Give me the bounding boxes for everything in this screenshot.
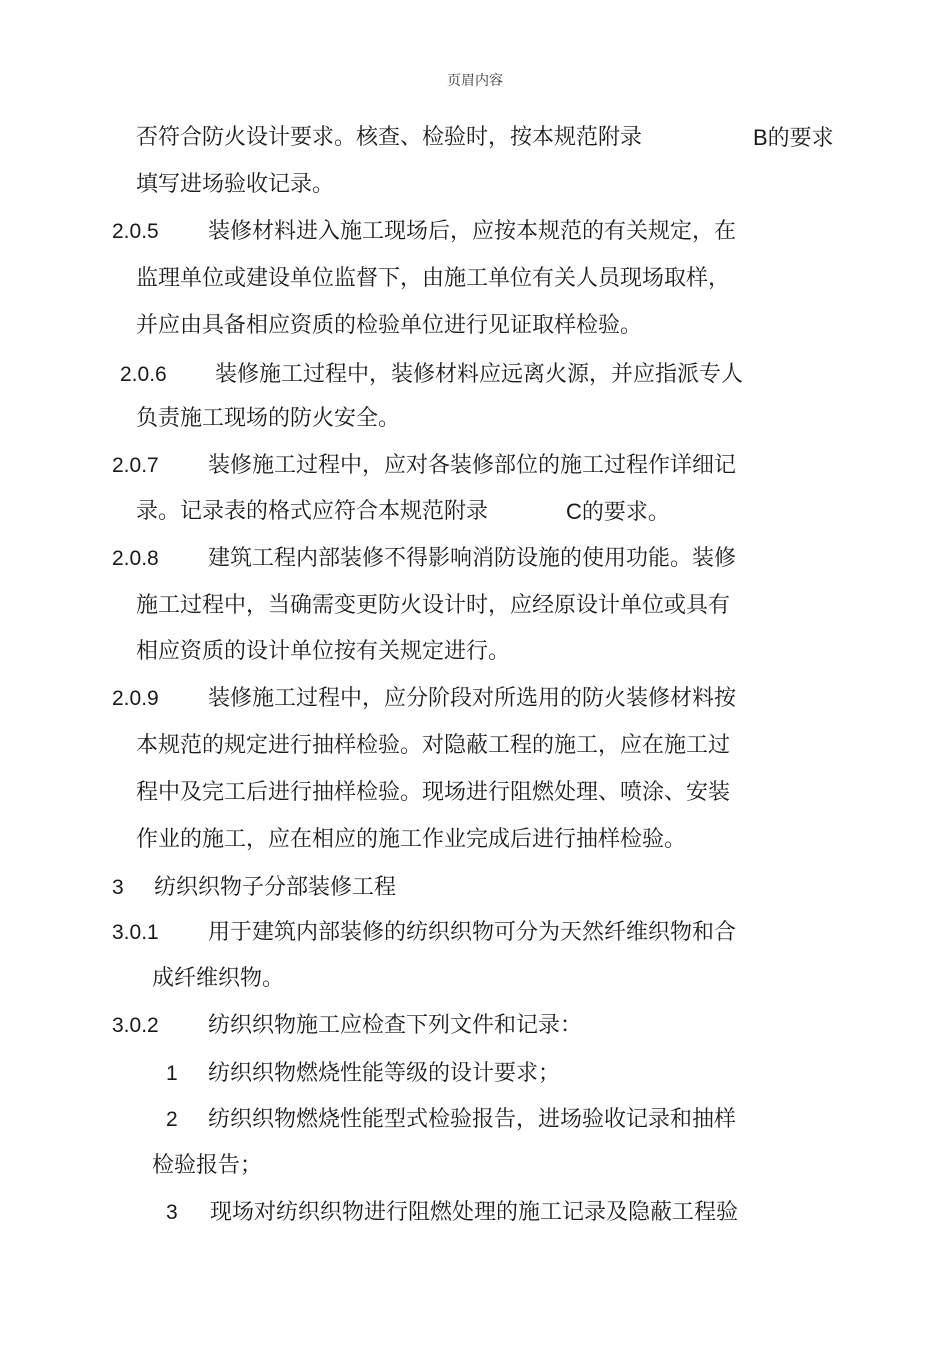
clause-number: 2.0.7 xyxy=(112,454,159,477)
page-header: 页眉内容 xyxy=(447,73,503,89)
item-number: 1 xyxy=(166,1062,178,1085)
item-number: 2 xyxy=(166,1108,178,1131)
text-line: 作业的施工，应在相应的施工作业完成后进行抽样检验。 xyxy=(136,827,687,852)
text-line: 监理单位或建设单位监督下，由施工单位有关人员现场取样， xyxy=(136,266,731,291)
text-line: 负责施工现场的防火安全。 xyxy=(136,406,401,431)
clause-number: 2.0.8 xyxy=(112,547,159,570)
text-line: 用于建筑内部装修的纺织织物可分为天然纤维织物和合 xyxy=(208,920,737,945)
list-item: 纺织织物燃烧性能等级的设计要求； xyxy=(208,1061,561,1086)
text-line: 装修施工过程中，装修材料应远离火源，并应指派专人 xyxy=(215,362,744,387)
text-line: 纺织织物施工应检查下列文件和记录： xyxy=(208,1013,583,1038)
text-line: 装修施工过程中，应对各装修部位的施工过程作详细记 xyxy=(208,453,737,478)
clause-number: 2.0.9 xyxy=(112,687,159,710)
section-title: 纺织织物子分部装修工程 xyxy=(154,875,397,900)
text-line: 检验报告； xyxy=(152,1153,263,1178)
list-item: 现场对纺织织物进行阻燃处理的施工记录及隐蔽工程验 xyxy=(210,1200,739,1225)
clause-number: 3.0.2 xyxy=(112,1014,159,1037)
text-line: 成纤维织物。 xyxy=(152,966,285,991)
text-line: 装修施工过程中，应分阶段对所选用的防火装修材料按 xyxy=(208,686,737,711)
section-number: 3 xyxy=(112,876,124,899)
text-line: 建筑工程内部装修不得影响消防设施的使用功能。装修 xyxy=(208,546,737,571)
clause-number: 2.0.5 xyxy=(112,220,159,243)
text-line: 相应资质的设计单位按有关规定进行。 xyxy=(136,639,511,664)
text-line: 施工过程中，当确需变更防火设计时，应经原设计单位或具有 xyxy=(136,593,731,618)
clause-number: 2.0.6 xyxy=(120,363,167,386)
item-number: 3 xyxy=(166,1201,178,1224)
list-item: 纺织织物燃烧性能型式检验报告，进场验收记录和抽样 xyxy=(208,1107,737,1132)
text-line: 并应由具备相应资质的检验单位进行见证取样检验。 xyxy=(136,313,643,338)
text-line: 装修材料进入施工现场后，应按本规范的有关规定，在 xyxy=(208,219,737,244)
text-line: 本规范的规定进行抽样检验。对隐蔽工程的施工，应在施工过 xyxy=(136,733,731,758)
text-line: 填写进场验收记录。 xyxy=(136,172,335,197)
text-line-appendix-ref: C的要求。 xyxy=(566,499,670,524)
text-line: 否符合防火设计要求。核查、检验时，按本规范附录 xyxy=(136,125,643,150)
text-line: 录。记录表的格式应符合本规范附录 xyxy=(136,499,489,524)
clause-number: 3.0.1 xyxy=(112,921,159,944)
text-line-appendix-ref: B的要求 xyxy=(753,125,834,150)
text-line: 程中及完工后进行抽样检验。现场进行阻燃处理、喷涂、安装 xyxy=(136,780,731,805)
